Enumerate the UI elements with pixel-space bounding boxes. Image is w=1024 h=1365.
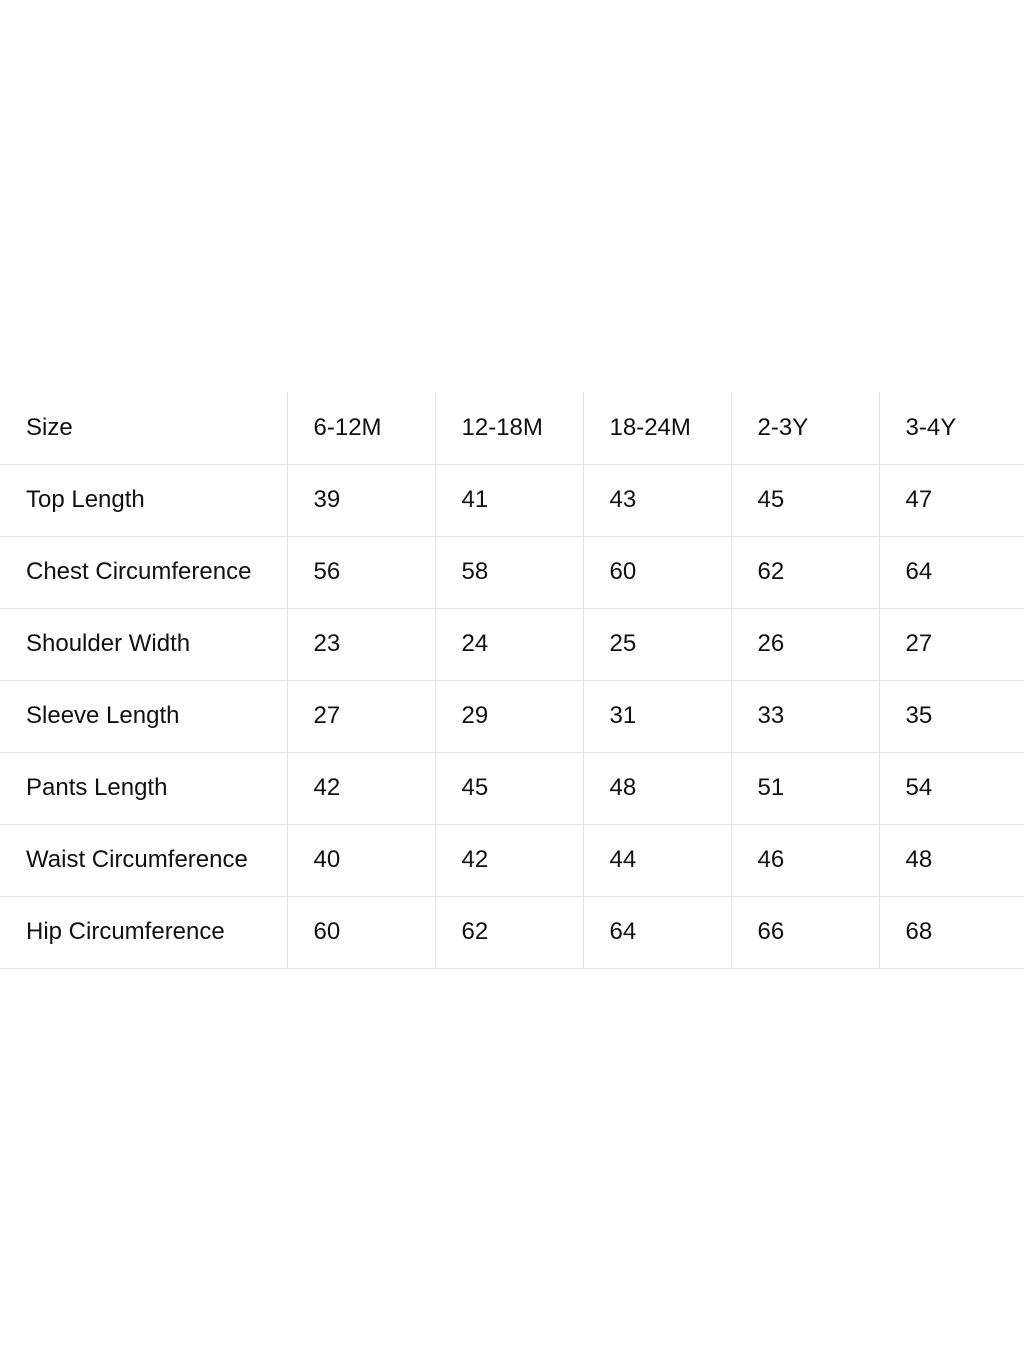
table-row xyxy=(0,680,1024,752)
table-cell: 42 xyxy=(435,824,583,896)
table-row xyxy=(0,824,1024,896)
table-cell: 27 xyxy=(879,608,1024,680)
row-label: Waist Circumference xyxy=(0,824,287,896)
table-cell: 51 xyxy=(731,752,879,824)
table-row xyxy=(0,608,1024,680)
table-cell: 26 xyxy=(731,608,879,680)
table-cell: 43 xyxy=(583,464,731,536)
table-cell: 25 xyxy=(583,608,731,680)
table-cell: 23 xyxy=(287,608,435,680)
table-cell: 60 xyxy=(287,896,435,968)
table-cell: 39 xyxy=(287,464,435,536)
header-cell-2-3y: 2-3Y xyxy=(731,392,879,464)
table-cell: 24 xyxy=(435,608,583,680)
table-cell: 62 xyxy=(731,536,879,608)
table-cell: 46 xyxy=(731,824,879,896)
table-cell: 35 xyxy=(879,680,1024,752)
row-label: Chest Circumference xyxy=(0,536,287,608)
table-cell: 41 xyxy=(435,464,583,536)
table-cell: 64 xyxy=(879,536,1024,608)
row-label: Hip Circumference xyxy=(0,896,287,968)
table-cell: 48 xyxy=(583,752,731,824)
table-cell: 54 xyxy=(879,752,1024,824)
table-cell: 48 xyxy=(879,824,1024,896)
row-label: Top Length xyxy=(0,464,287,536)
table-row xyxy=(0,752,1024,824)
table-cell: 47 xyxy=(879,464,1024,536)
table-cell: 56 xyxy=(287,536,435,608)
table-cell: 68 xyxy=(879,896,1024,968)
header-cell-size: Size xyxy=(0,392,287,464)
row-label: Sleeve Length xyxy=(0,680,287,752)
table-cell: 40 xyxy=(287,824,435,896)
header-cell-18-24m: 18-24M xyxy=(583,392,731,464)
table-header-row xyxy=(0,392,1024,464)
table-cell: 44 xyxy=(583,824,731,896)
header-cell-6-12m: 6-12M xyxy=(287,392,435,464)
table-cell: 62 xyxy=(435,896,583,968)
table-cell: 45 xyxy=(731,464,879,536)
table-cell: 66 xyxy=(731,896,879,968)
table-row xyxy=(0,536,1024,608)
row-label: Shoulder Width xyxy=(0,608,287,680)
table-cell: 27 xyxy=(287,680,435,752)
table-cell: 31 xyxy=(583,680,731,752)
header-cell-3-4y: 3-4Y xyxy=(879,392,1024,464)
table-cell: 33 xyxy=(731,680,879,752)
table-cell: 42 xyxy=(287,752,435,824)
table-cell: 58 xyxy=(435,536,583,608)
size-chart-table xyxy=(0,392,1024,969)
table-cell: 45 xyxy=(435,752,583,824)
table-row xyxy=(0,464,1024,536)
row-label: Pants Length xyxy=(0,752,287,824)
table-cell: 60 xyxy=(583,536,731,608)
table-row xyxy=(0,896,1024,968)
table-cell: 29 xyxy=(435,680,583,752)
header-cell-12-18m: 12-18M xyxy=(435,392,583,464)
table-cell: 64 xyxy=(583,896,731,968)
